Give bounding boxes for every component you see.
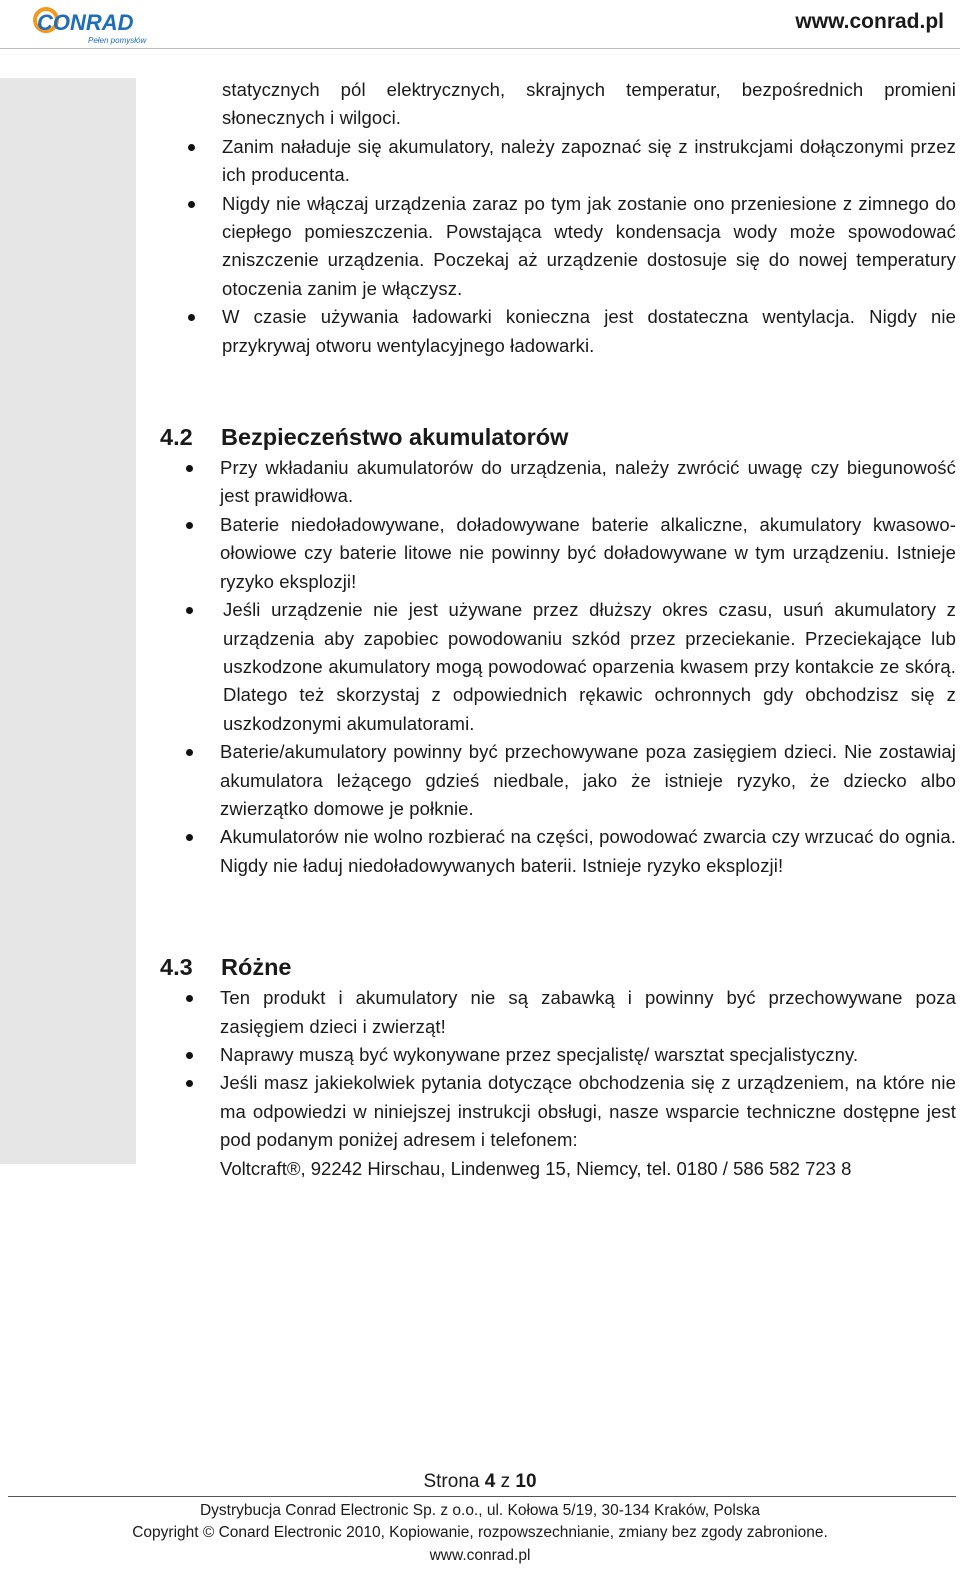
list-item: Jeśli masz jakiekolwiek pytania dotyczące obchodzenia się z urządzeniem, na które nie ma odpowiedzi w niniejszej instrukcji obsługi, nasze wsparcie techniczne dostępne jest pod podanym poniżej adresem i telefonem: xyxy=(160,1069,956,1154)
list-item: Naprawy muszą być wykonywane przez specjalistę/ warsztat specjalistyczny. xyxy=(160,1041,956,1069)
section-4-3 xyxy=(160,950,956,1183)
list-item-continuation: statycznych pól elektrycznych, skrajnych temperatur, bezpośrednich promieni słonecznych i wilgoci. xyxy=(222,79,956,129)
section-title-text: Różne xyxy=(221,954,292,981)
list-item: Przy wkładaniu akumulatorów do urządzenia, należy zwrócić uwagę czy biegunowość jest prawidłowa. xyxy=(160,454,956,511)
left-gray-strip xyxy=(0,78,136,1164)
continued-bullet-list xyxy=(160,76,956,360)
list-item: Nigdy nie włączaj urządzenia zaraz po tym jak zostanie ono przeniesione z zimnego do ciepłego pomieszczenia. Powstająca wtedy kondensacja wody może spowodować zniszczenie urządzenia. Poczekaj aż urządzenie dostosuje się do nowej temperatury otoczenia zanim je włączysz. xyxy=(160,190,956,304)
header-divider xyxy=(0,48,960,49)
section-4-2 xyxy=(160,420,956,880)
footer-divider xyxy=(8,1496,956,1497)
footer-distributor: Dystrybucja Conrad Electronic Sp. z o.o., ul. Kołowa 5/19, 30-134 Kraków, Polska xyxy=(199,1502,760,1519)
section-number: 4.3 xyxy=(160,954,193,981)
list-item: Baterie niedoładowywane, doładowywane baterie alkaliczne, akumulatory kwasowo-ołowiowe czy baterie litowe nie powinny być doładowywane w tym urządzeniu. Istnieje ryzyko eksplozji! xyxy=(160,511,956,596)
logo-tagline: Pełen pomysłów xyxy=(88,36,147,45)
list-item: Baterie/akumulatory powinny być przechowywane poza zasięgiem dzieci. Nie zostawiaj akumulatora leżącego gdzieś niedbale, jako że istnieje ryzyko, że dziecko albo zwierzątko domowe je połknie. xyxy=(160,738,956,823)
header-url[interactable]: www.conrad.pl xyxy=(795,10,944,33)
misc-list xyxy=(160,984,956,1154)
manufacturer-address: Voltcraft®, 92242 Hirschau, Lindenweg 15, Niemcy, tel. 0180 / 586 582 723 8 xyxy=(220,1157,852,1179)
battery-safety-list xyxy=(160,454,956,880)
section-title-text: Bezpieczeństwo akumulatorów xyxy=(221,424,569,451)
list-item: Jeśli urządzenie nie jest używane przez dłuższy okres czasu, usuń akumulatory z urządzenia aby zapobiec powodowaniu szkód przez przeciekanie. Przeciekające lub uszkodzone akumulatory mogą powodować oparzenia kwasem przy kontakcie ze skórą. Dlatego też skorzystaj z odpowiednich rękawic ochronnych gdy obchodzisz się z uszkodzonymi akumulatorami. xyxy=(160,596,956,738)
footer-copyright: Copyright © Conard Electronic 2010, Kopiowanie, rozpowszechnianie, zmiany bez zgody zabronione. xyxy=(132,1524,828,1541)
list-item: Akumulatorów nie wolno rozbierać na części, powodować zwarcia czy wrzucać do ognia. Nigdy nie ładuj niedoładowywanych baterii. Istnieje ryzyko eksplozji! xyxy=(160,823,956,880)
list-item: Zanim naładuje się akumulatory, należy zapoznać się z instrukcjami dołączonymi przez ich producenta. xyxy=(160,133,956,190)
conrad-logo xyxy=(32,6,154,46)
list-item: Ten produkt i akumulatory nie są zabawką i powinny być przechowywane poza zasięgiem dzieci i zwierząt! xyxy=(160,984,956,1041)
logo-wordmark: CONRAD xyxy=(37,10,134,35)
list-item: W czasie używania ładowarki konieczna jest dostateczna wentylacja. Nigdy nie przykrywaj otworu wentylacyjnego ładowarki. xyxy=(160,303,956,360)
page-number: Strona 4 z 10 xyxy=(423,1471,537,1492)
document-content xyxy=(160,76,956,1183)
section-heading xyxy=(160,950,956,984)
section-heading xyxy=(160,420,956,454)
section-number: 4.2 xyxy=(160,424,193,451)
footer-url[interactable]: www.conrad.pl xyxy=(429,1547,531,1564)
